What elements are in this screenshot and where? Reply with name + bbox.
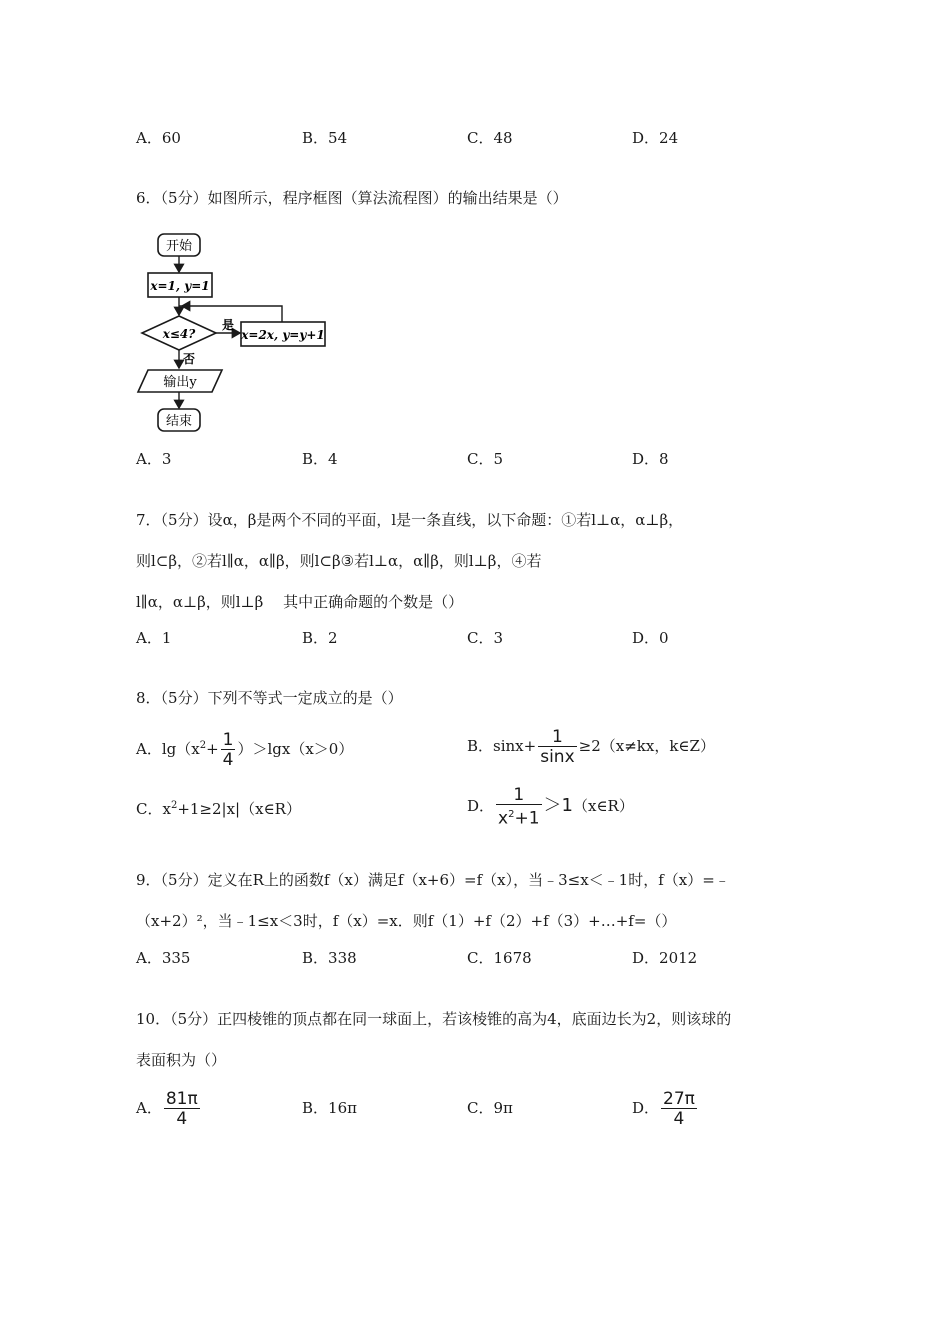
q7-option-b: B．2 — [302, 629, 338, 647]
q6-option-d: D．8 — [632, 450, 669, 468]
q8-d-den-sup: 2 — [508, 808, 515, 820]
q10-d-den: 4 — [661, 1108, 697, 1129]
q6-option-a: A．3 — [136, 450, 172, 468]
q8-d-den — [496, 804, 542, 829]
flowchart-output-text: 输出y — [163, 375, 197, 390]
q8-a-suffix: ）＞lgx（x＞0） — [237, 740, 354, 758]
q8-a-num: 1 — [222, 729, 234, 750]
q8-c-prefix: C．x — [136, 800, 171, 818]
q9-option-c: C．1678 — [467, 949, 532, 967]
q10-option-b: B．16π — [302, 1099, 357, 1117]
q7-option-c: C．3 — [467, 629, 504, 647]
q10-stem-line1: 10．（5分）正四棱锥的顶点都在同一球面上，若该棱锥的高为4，底面边长为2，则该球的 — [136, 1010, 732, 1028]
flowchart-condition-text: x≤4? — [162, 327, 196, 341]
q5-option-b: B．54 — [302, 129, 348, 147]
q8-b-suffix: ≥2（x≠kx，k∈Z） — [578, 737, 715, 755]
q8-b-fraction — [538, 728, 576, 767]
q10-option-a — [136, 1086, 202, 1130]
q8-option-b — [467, 724, 715, 768]
q8-d-fraction — [496, 786, 542, 829]
q10-d-prefix: D． — [632, 1099, 660, 1117]
q8-a-prefix: A．lg（x — [136, 740, 200, 758]
q5-option-c: C．48 — [467, 129, 513, 147]
q8-stem: 8．（5分）下列不等式一定成立的是（） — [136, 689, 403, 707]
q8-d-den-tail: +1 — [514, 808, 540, 829]
q10-a-prefix: A． — [136, 1099, 162, 1117]
q8-option-a — [136, 724, 353, 771]
q8-d-den-base: x — [498, 808, 509, 829]
q8-a-plus: + — [206, 740, 219, 758]
q8-b-den: sinx — [540, 746, 575, 767]
q7-option-a: A．1 — [136, 629, 172, 647]
q7-option-d: D．0 — [632, 629, 669, 647]
q8-a-fraction — [221, 731, 236, 770]
q9-option-b: B．338 — [302, 949, 357, 967]
q7-stem-line2: 则l⊂β，②若l∥α，α∥β，则l⊂β③若l⊥α，α∥β，则l⊥β，④若 — [136, 552, 542, 570]
q8-a-sup: 2 — [199, 740, 207, 751]
flowchart-no-label: 否 — [183, 352, 196, 366]
flowchart-start-text: 开始 — [165, 239, 193, 254]
flowchart — [130, 228, 340, 438]
q8-c-sup: 2 — [170, 800, 178, 811]
q10-option-c: C．9π — [467, 1099, 513, 1117]
q6-stem: 6．（5分）如图所示，程序框图（算法流程图）的输出结果是（） — [136, 189, 568, 207]
q10-a-num: 81π — [165, 1088, 198, 1109]
q8-option-c — [136, 796, 301, 819]
q10-d-num: 27π — [663, 1088, 695, 1109]
q8-d-num: 1 — [513, 784, 525, 805]
q8-d-gt: ＞1 — [543, 795, 573, 816]
q5-option-a: A．60 — [136, 129, 181, 147]
q6-option-b: B．4 — [302, 450, 338, 468]
q10-d-fraction — [661, 1090, 697, 1129]
q8-a-den: 4 — [222, 749, 234, 770]
q8-d-suffix: （x∈R） — [572, 797, 634, 815]
flowchart-yes-label: 是 — [222, 318, 235, 332]
q9-stem-line2: （x+2）²，当﹣1≤x＜3时，f（x）=x．则f（1）+f（2）+f（3）+…+f=（） — [136, 912, 677, 930]
flowchart-init-text: x=1, y=1 — [150, 279, 210, 293]
q8-d-prefix: D． — [467, 797, 495, 815]
q8-b-prefix: B．sinx+ — [467, 737, 537, 755]
q8-b-num: 1 — [552, 726, 563, 747]
q9-stem-line1: 9．（5分）定义在R上的函数f（x）满足f（x+6）=f（x），当﹣3≤x＜﹣1时，f（x）=﹣ — [136, 871, 730, 889]
q7-stem-line3: l∥α，α⊥β，则l⊥β 其中正确命题的个数是（） — [136, 593, 464, 611]
q9-option-d: D．2012 — [632, 949, 698, 967]
q6-option-c: C．5 — [467, 450, 504, 468]
q5-option-d: D．24 — [632, 129, 679, 147]
q7-stem-line1: 7．（5分）设α，β是两个不同的平面，l是一条直线，以下命题：①若l⊥α，α⊥β， — [136, 511, 684, 529]
q9-option-a: A．335 — [136, 949, 191, 967]
q8-c-suffix: +1≥2|x|（x∈R） — [177, 800, 301, 818]
q8-option-d — [467, 784, 634, 828]
q10-option-d — [632, 1086, 699, 1130]
flowchart-end-text: 结束 — [165, 414, 193, 429]
q10-stem-line2: 表面积为（） — [136, 1051, 227, 1069]
flowchart-update-text: x=2x, y=y+1 — [241, 328, 325, 342]
q10-a-den: 4 — [164, 1108, 200, 1129]
q10-a-fraction — [164, 1090, 200, 1129]
